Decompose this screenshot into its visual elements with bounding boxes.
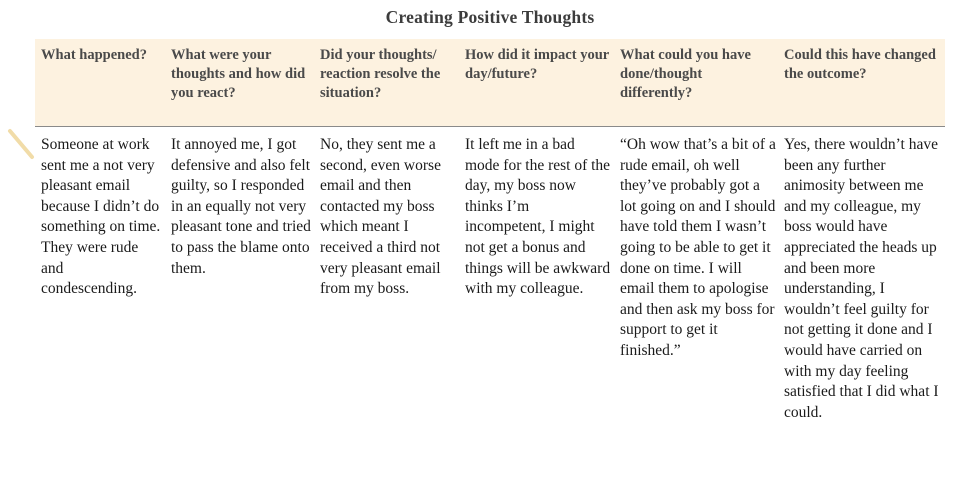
cell-thoughts-reaction: It annoyed me, I got defensive and also felt guilty, so I responded in an equally not very pleasant tone and tried to pass the blame onto them. [171,136,311,277]
cell-changed-outcome: Yes, there wouldn’t have been any further animosity between me and my colleague, my boss would have appreciated the heads up and been more understanding, I wouldn’t feel guilty for not getting it done and I would have carried on with my day feeling satisfied that I did what I could. [784,136,939,421]
header-changed-outcome: Could this have changed the outcome? [784,47,936,83]
header-impact: How did it impact your day/future? [465,47,609,83]
header-what-happened: What happened? [41,47,147,63]
cell-done-differently: “Oh wow that’s a bit of a rude email, oh well they’ve probably got a lot going on and I should have told them I wasn’t going to be able to get it done on time. I will email them to apologise and then ask my boss for support to get it finished.” [620,136,776,359]
page-title: Creating Positive Thoughts [385,7,595,27]
pencil-mark-icon [7,128,37,162]
header-divider [35,126,945,127]
cell-what-happened: Someone at work sent me a not very pleasant email because I didn’t do something on time. They were rude and condescending. [41,136,161,298]
header-resolve-situation: Did your thoughts/ reaction resolve the situation? [320,47,441,102]
cell-resolve-situation: No, they sent me a second, even worse email and then contacted my boss which meant I received a third not very pleasant email from my boss. [320,136,441,298]
cell-impact: It left me in a bad mode for the rest of the day, my boss now thinks I’m incompetent, I might not get a bonus and things will be awkward with my colleague. [465,136,611,298]
header-thoughts-reaction: What were your thoughts and how did you react? [171,47,306,102]
header-done-differently: What could you have done/thought differently? [620,47,751,102]
